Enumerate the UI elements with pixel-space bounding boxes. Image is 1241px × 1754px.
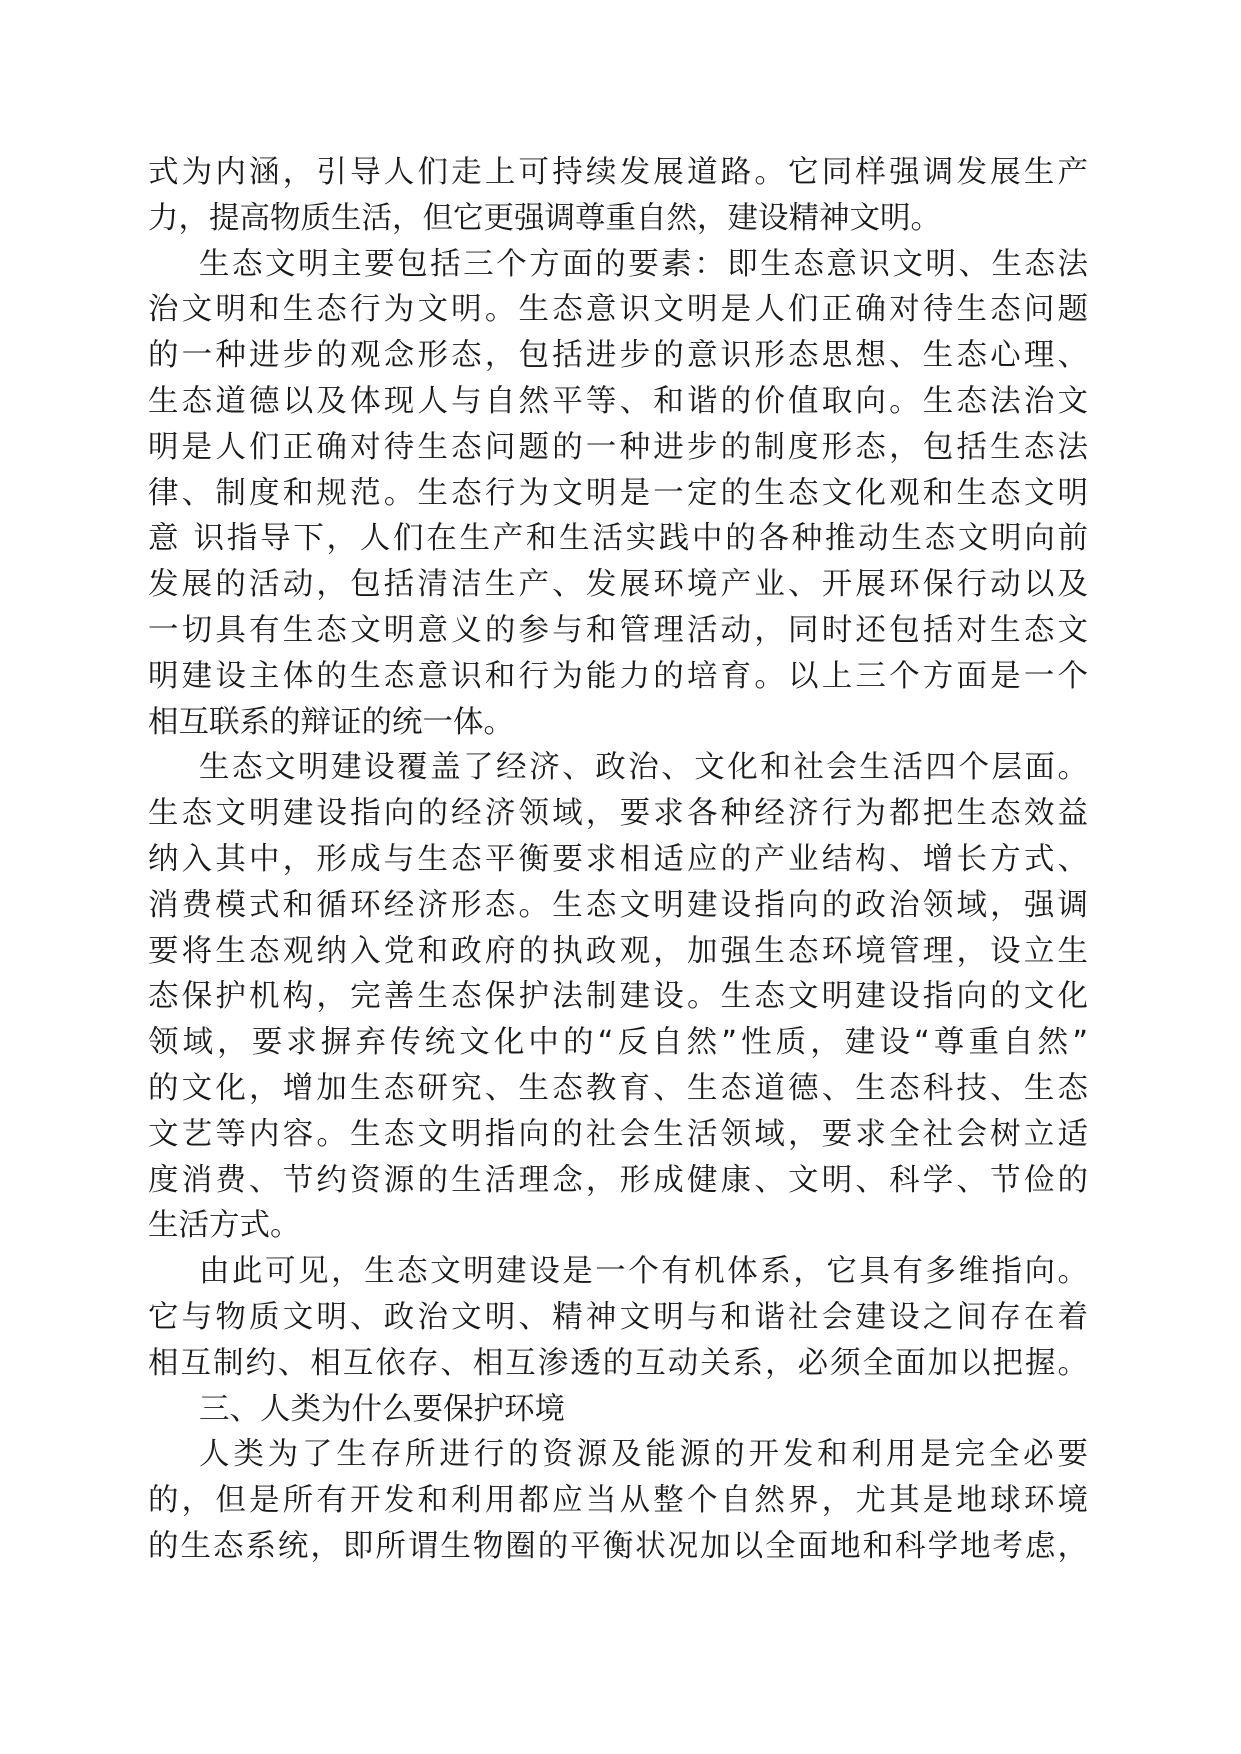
text-line: 文艺等内容。生态文明指向的社会生活领域，要求全社会树立适 — [148, 1116, 1088, 1152]
text-line: 的，但是所有开发和利用都应当从整个自然界，尤其是地球环境 — [148, 1483, 1088, 1519]
text-line: 明建设主体的生态意识和行为能力的培育。以上三个方面是一个 — [148, 658, 1088, 694]
text-line: 式为内涵，引导人们走上可持续发展道路。它同样强调发展生产 — [148, 155, 1088, 190]
text-line: 的生态系统，即所谓生物圈的平衡状况加以全面地和科学地考虑， — [148, 1528, 1088, 1564]
text-line: 生态道德以及体现人与自然平等、和谐的价值取向。生态法治文 — [148, 383, 1088, 419]
text-line: 力，提高物质生活，但它更强调尊重自然，建设精神文明。 — [148, 200, 941, 236]
text-line: 治文明和生态行为文明。生态意识文明是人们正确对待生态问题 — [148, 292, 1088, 328]
text-line: 律、制度和规范。生态行为文明是一定的生态文化观和生态文明 — [148, 475, 1088, 511]
text-line: 相互制约、相互依存、相互渗透的互动关系，必须全面加以把握。 — [148, 1345, 1088, 1381]
body-text — [148, 150, 1088, 1570]
text-line: 发展的活动，包括清洁生产、发展环境产业、开展环保行动以及 — [148, 567, 1088, 603]
text-line: 生活方式。 — [148, 1208, 301, 1244]
text-line: 的文化，增加生态研究、生态教育、生态道德、生态科技、生态 — [148, 1070, 1088, 1106]
text-line: 领域，要求摒弃传统文化中的“反自然”性质，建设“尊重自然” — [148, 1025, 1088, 1061]
text-line: 一切具有生态文明意义的参与和管理活动，同时还包括对生态文 — [148, 612, 1088, 648]
text-line: 意 识指导下，人们在生产和生活实践中的各种推动生态文明向前 — [148, 521, 1088, 557]
text-line: 要将生态观纳入党和政府的执政观，加强生态环境管理，设立生 — [148, 933, 1088, 969]
paragraph-start-line: 由此可见，生态文明建设是一个有机体系，它具有多维指向。 — [199, 1254, 1088, 1290]
text-line: 纳入其中，形成与生态平衡要求相适应的产业结构、增长方式、 — [148, 841, 1088, 877]
text-line: 明是人们正确对待生态问题的一种进步的制度形态，包括生态法 — [148, 429, 1088, 465]
text-line: 消费模式和循环经济形态。生态文明建设指向的政治领域，强调 — [148, 887, 1088, 923]
text-line: 它与物质文明、政治文明、精神文明与和谐社会建设之间存在着 — [148, 1299, 1088, 1335]
text-line: 生态文明建设指向的经济领域，要求各种经济行为都把生态效益 — [148, 796, 1088, 832]
text-line: 度消费、节约资源的生活理念，形成健康、文明、科学、节俭的 — [148, 1162, 1088, 1198]
text-line: 态保护机构，完善生态保护法制建设。生态文明建设指向的文化 — [148, 979, 1088, 1015]
paragraph-start-line: 生态文明主要包括三个方面的要素：即生态意识文明、生态法 — [199, 246, 1088, 282]
paragraph-start-line: 人类为了生存所进行的资源及能源的开发和利用是完全必要 — [199, 1437, 1088, 1473]
section-heading: 三、人类为什么要保护环境 — [199, 1391, 565, 1427]
paragraph-start-line: 生态文明建设覆盖了经济、政治、文化和社会生活四个层面。 — [199, 750, 1088, 786]
text-line: 的一种进步的观念形态，包括进步的意识形态思想、生态心理、 — [148, 338, 1088, 374]
text-line: 相互联系的辩证的统一体。 — [148, 704, 514, 740]
